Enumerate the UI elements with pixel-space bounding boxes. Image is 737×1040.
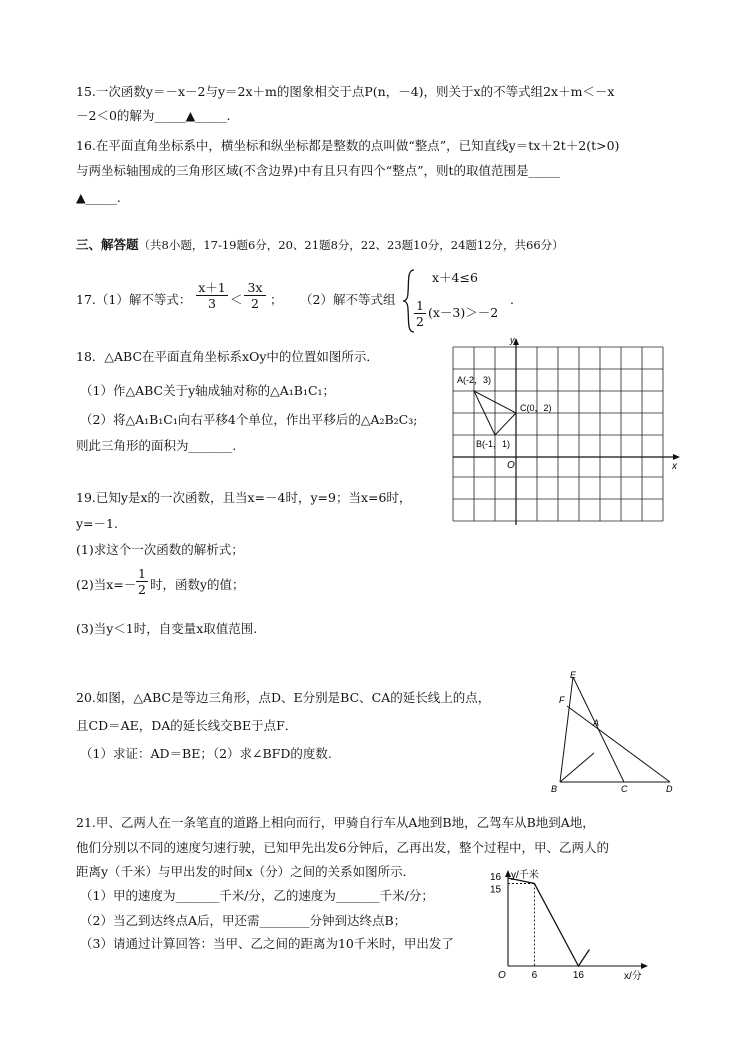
q19-line2: y=－1. bbox=[76, 516, 118, 531]
q19-frac-den: 2 bbox=[138, 582, 146, 597]
section-title: 三、解答题 bbox=[76, 237, 139, 252]
chart-x-arrow bbox=[641, 963, 648, 969]
q21-line1: 21.甲、乙两人在一条笔直的道路上相向而行，甲骑自行车从A地到B地，乙驾车从B地到A地， bbox=[76, 815, 595, 830]
q17-part2-label: （2）解不等式组 bbox=[300, 292, 396, 307]
label-b: B bbox=[551, 784, 558, 794]
q17-system-line2: (x－3)＞－2 bbox=[428, 305, 499, 320]
chart-x-tick-6: 6 bbox=[531, 970, 538, 980]
q19-frac-num: 1 bbox=[136, 566, 148, 582]
q21-line6: （3）请通过计算回答：当甲、乙之间的距离为10千米时，甲出发了 bbox=[80, 936, 454, 951]
q17-semicolon: ； bbox=[270, 292, 283, 307]
q15-line1: 15.一次函数y＝－x－2与y＝2x＋m的图象相交于点P(n，－4)，则关于x的不等式组2x＋m＜－x bbox=[76, 84, 615, 99]
origin-label: O bbox=[507, 460, 515, 471]
q21-line5: （2）当乙到达终点A后，甲还需________分钟到达终点B； bbox=[80, 913, 407, 928]
q18-line2: （1）作△ABC关于y轴成轴对称的△A₁B₁C₁； bbox=[80, 383, 336, 398]
q18-line1: 18．△ABC在平面直角坐标系xOy中的位置如图所示． bbox=[76, 349, 379, 364]
q16-line3: ▲_____. bbox=[76, 190, 121, 205]
x-axis-arrow bbox=[673, 454, 680, 460]
chart-y-tick-15: 15 bbox=[490, 884, 502, 896]
point-b-label: B(-1，1) bbox=[476, 439, 511, 449]
chart-x-label: x/分 bbox=[624, 971, 642, 980]
q17-sys-frac-den: 2 bbox=[416, 314, 424, 329]
chart-y-tick-16: 16 bbox=[490, 872, 502, 883]
chart-origin-tick: O bbox=[498, 970, 506, 980]
q21-line3: 距离y（千米）与甲出发的时间x（分）之间的关系如图所示． bbox=[76, 864, 416, 879]
q20-line1: 20.如图，△ABC是等边三角形，点D、E分别是BC、CA的延长线上的点， bbox=[76, 690, 491, 705]
q17-frac2-num: 3x bbox=[244, 280, 266, 296]
label-f: F bbox=[559, 695, 565, 705]
q17-frac1-num: x＋1 bbox=[196, 280, 228, 296]
series-line bbox=[508, 878, 589, 966]
section-heading bbox=[76, 237, 564, 253]
q19-line4a: (2)当x=－ bbox=[76, 577, 137, 592]
label-a: A bbox=[593, 718, 600, 728]
q17-system-fraction bbox=[414, 298, 426, 329]
label-c: C bbox=[621, 784, 628, 794]
chart-x-tick-16: 16 bbox=[572, 970, 584, 980]
coordinate-grid-figure bbox=[440, 335, 685, 525]
q18-line3: （2）将△A₁B₁C₁向右平移4个单位，作出平移后的△A₂B₂C₃; bbox=[80, 412, 418, 427]
q17-period: . bbox=[510, 292, 514, 307]
label-d: D bbox=[666, 784, 673, 794]
q17-fraction2 bbox=[244, 280, 266, 311]
q19-line4b: 时，函数y的值； bbox=[150, 577, 245, 592]
q19-line1: 19.已知y是x的一次函数，且当x=－4时，y=9；当x=6时， bbox=[76, 490, 412, 505]
q17-frac1-den: 3 bbox=[208, 296, 216, 311]
label-e: E bbox=[570, 670, 577, 680]
triangle-figure bbox=[545, 668, 680, 798]
q16-line1: 16.在平面直角坐标系中，横坐标和纵坐标都是整数的点叫做“整点”，已知直线y＝tx＋2t＋2(t>0) bbox=[76, 138, 620, 153]
q16-line2: 与两坐标轴围成的三角形区域(不含边界)中有且只有四个“整点”，则t的取值范围是_____ bbox=[76, 163, 560, 178]
point-a-label: A(-2，3) bbox=[457, 375, 492, 385]
q15-line2: －2＜0的解为_____▲_____. bbox=[76, 108, 231, 123]
q20-line3: （1）求证：AD＝BE；（2）求∠BFD的度数. bbox=[80, 746, 332, 761]
q21-line4: （1）甲的速度为_______千米/分，乙的速度为_______千米/分； bbox=[80, 888, 434, 903]
chart-y-label: y/千米 bbox=[511, 870, 539, 881]
q19-fraction bbox=[136, 566, 148, 597]
q19-line5: (3)当y＜1时，自变量x取值范围. bbox=[76, 621, 258, 636]
section-detail: （共8小题，17-19题6分，20、21题8分，22、23题10分，24题12分，共66分） bbox=[138, 238, 564, 252]
q17-sys-frac-num: 1 bbox=[414, 298, 426, 314]
y-axis-label: y bbox=[510, 335, 515, 345]
point-c-label: C(0，2) bbox=[520, 403, 552, 413]
q18-line4: 则此三角形的面积为_______. bbox=[76, 438, 237, 453]
q21-line2: 他们分别以不同的速度匀速行驶，已知甲先出发6分钟后，乙再出发，整个过程中，甲、乙两人的 bbox=[76, 840, 609, 855]
q17-fraction1 bbox=[196, 280, 228, 311]
q17-frac2-den: 2 bbox=[251, 296, 259, 311]
grid-lines bbox=[453, 347, 663, 521]
x-axis-label: x bbox=[672, 461, 677, 472]
q20-line2: 且CD＝AE，DA的延长线交BE于点F． bbox=[76, 718, 298, 733]
q17-system-line1: x＋4≤6 bbox=[432, 270, 478, 285]
q17-part1-label: 17.（1）解不等式： bbox=[76, 292, 192, 307]
distance-time-chart bbox=[486, 866, 654, 980]
q19-line3: (1)求这个一次函数的解析式； bbox=[76, 542, 244, 557]
q17-less-sign: ＜ bbox=[230, 292, 243, 307]
